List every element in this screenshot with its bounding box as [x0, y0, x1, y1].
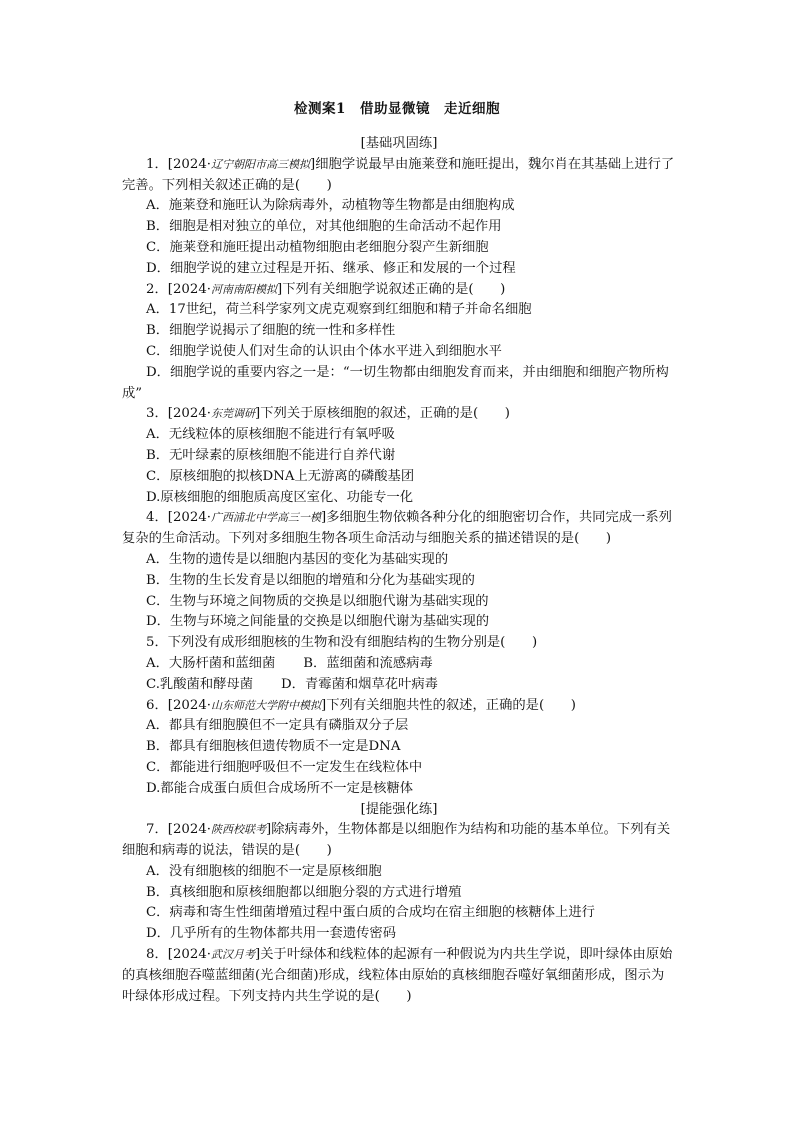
question-source: 陕西校联考: [211, 823, 267, 837]
option: C．施莱登和施旺提出动植物细胞由老细胞分裂产生新细胞: [146, 239, 489, 255]
option: B．生物的生长发育是以细胞的增殖和分化为基础实现的: [146, 572, 475, 588]
question-source: 辽宁朝阳市高三模拟: [211, 157, 311, 171]
question-5: 5．下列没有成形细胞核的生物和没有细胞结构的生物分别是( ): [146, 635, 538, 651]
option: D.都能合成蛋白质但合成场所不一定是核糖体: [146, 780, 414, 796]
question-source: 武汉月考: [211, 948, 256, 962]
option: B．细胞是相对独立的单位，对其他细胞的生命活动不起作用: [146, 219, 502, 235]
question-6: 6．[2024·山东师范大学附中模拟]下列有关细胞共性的叙述，正确的是( ): [146, 697, 576, 713]
question-source: 东莞调研: [211, 407, 256, 421]
option: C．病毒和寄生性细菌增殖过程中蛋白质的合成均在宿主细胞的核糖体上进行: [146, 905, 595, 921]
option: D．细胞学说的重要内容之一是：“一切生物都由细胞发育而来，并由细胞和细胞产物所构成”: [122, 364, 669, 401]
question-source: 河南南阳模拟: [211, 282, 278, 296]
question-8: 8．[2024·武汉月考]关于叶绿体和线粒体的起源有一种假说为内共生学说，即叶绿体由原始的真核细胞吞噬蓝细菌(光合细菌)形成，线粒体由原始的真核细胞吞噬好氧细菌形成，图示为叶绿体形成过程。下列支持内共生学说的是( ): [122, 947, 673, 1004]
option: D．生物与环境之间能量的交换是以细胞代谢为基础实现的: [146, 614, 490, 630]
option: C．都能进行细胞呼吸但不一定发生在线粒体中: [146, 759, 423, 775]
option: B．无叶绿素的原核细胞不能进行自养代谢: [146, 447, 396, 463]
option: B．蓝细菌和流感病毒: [303, 655, 433, 671]
option: D.原核细胞的细胞质高度区室化、功能专一化: [146, 489, 414, 505]
option-row: [122, 654, 676, 675]
question-1: 1．[2024·辽宁朝阳市高三模拟]细胞学说最早由施莱登和施旺提出，魏尔肖在其基础上进行了完善。下列相关叙述正确的是( ): [122, 156, 675, 193]
option: C．生物与环境之间物质的交换是以细胞代谢为基础实现的: [146, 593, 489, 609]
option: A．施莱登和施旺认为除病毒外，动植物等生物都是由细胞构成: [146, 198, 515, 214]
question-source: 山东师范大学附中模拟: [211, 698, 322, 712]
page-title: 检测案1 借助显微镜 走近细胞: [294, 101, 500, 117]
question-4: 4．[2024·广西浦北中学高三一模]多细胞生物依赖各种分化的细胞密切合作，共同完成一系列复杂的生命活动。下列对多细胞生物各项生命活动与细胞关系的描述错误的是( ): [122, 510, 672, 547]
option: A．生物的遗传是以细胞内基因的变化为基础实现的: [146, 551, 449, 567]
question-3: 3．[2024·东莞调研]下列关于原核细胞的叙述，正确的是( ): [146, 406, 510, 422]
option: B．真核细胞和原核细胞都以细胞分裂的方式进行增殖: [146, 884, 462, 900]
option: D．细胞学说的建立过程是开拓、继承、修正和发展的一个过程: [146, 260, 516, 276]
option: C．原核细胞的拟核DNA上无游离的磷酸基团: [146, 468, 415, 484]
option: B．细胞学说揭示了细胞的统一性和多样性: [146, 323, 396, 339]
option: C．细胞学说使人们对生命的认识由个体水平进入到细胞水平: [146, 343, 502, 359]
question-source: 广西浦北中学高三一模: [211, 511, 322, 525]
option: A．无线粒体的原核细胞不能进行有氧呼吸: [146, 427, 395, 443]
question-7: 7．[2024·陕西校联考]除病毒外，生物体都是以细胞作为结构和功能的基本单位。下列有关细胞和病毒的说法，错误的是( ): [122, 822, 671, 859]
option: A．没有细胞核的细胞不一定是原核细胞: [146, 863, 382, 879]
option: A．大肠杆菌和蓝细菌: [146, 655, 276, 671]
section-heading-basic: [基础巩固练]: [360, 136, 438, 151]
option: D．青霉菌和烟草花叶病毒: [281, 676, 438, 692]
option: C.乳酸菌和酵母菌: [146, 676, 254, 692]
option: A．都具有细胞膜但不一定具有磷脂双分子层: [146, 718, 409, 734]
option: D．几乎所有的生物体都共用一套遗传密码: [146, 926, 397, 942]
option: B．都具有细胞核但遗传物质不一定是DNA: [146, 739, 401, 755]
option: A．17世纪，荷兰科学家列文虎克观察到红细胞和精子并命名细胞: [146, 302, 532, 318]
question-body: [122, 134, 676, 1007]
section-heading-advanced: [提能强化练]: [360, 801, 438, 817]
question-2: 2．[2024·河南南阳模拟]下列有关细胞学说叙述正确的是( ): [146, 281, 506, 297]
option-row: [122, 675, 676, 696]
